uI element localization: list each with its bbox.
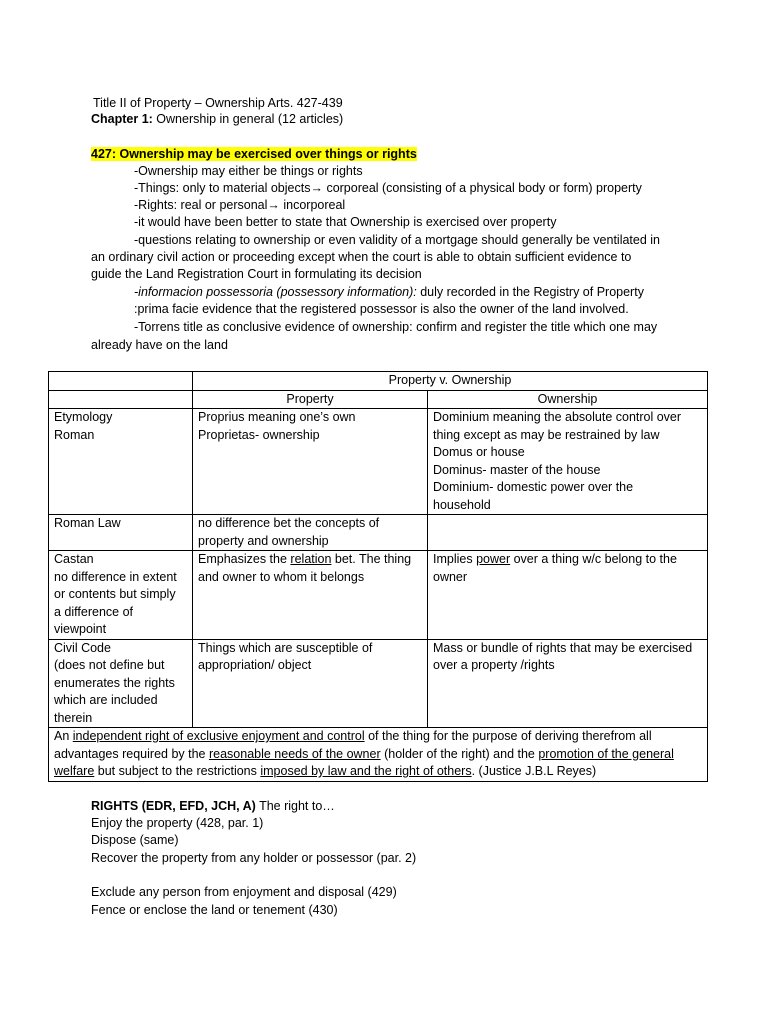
table-empty-cell [49,390,193,409]
torrens-line-2: already have on the land [91,338,228,352]
art427-line-3: -Rights: real or personal→ incorporeal [134,198,346,212]
informacion-rest: duly recorded in the Registry of Property [416,285,644,299]
document-title: Title II of Property – Ownership Arts. 427-439 [93,96,343,110]
rights-item-exclude: Exclude any person from enjoyment and disposal (429) [91,885,397,899]
article-427-heading [91,146,417,163]
row-label-castan: Castan no difference in extent or contents but simply a difference of viewpoint [49,551,193,640]
chapter-line [91,111,343,128]
art427-line-5: -questions relating to ownership or even validity of a mortgage should generally be ventilated in [134,233,661,247]
rights-item-enjoy: Enjoy the property (428, par. 1) [91,816,264,830]
property-vs-ownership-table [48,371,708,782]
art427-line-4: -it would have been better to state that Ownership is exercised over property [134,215,557,229]
row-label-civil-code: Civil Code (does not define but enumerates the rights which are included therein [49,639,193,728]
rights-heading-bold: RIGHTS (EDR, EFD, JCH, A) [91,799,256,813]
castan-ownership-cell: Implies power over a thing w/c belong to the owner [428,551,708,640]
table-row-castan [49,551,708,640]
column-header-property: Property [193,390,428,409]
table-row-etymology [49,409,708,515]
roman-law-property-cell: no difference bet the concepts of property and ownership [193,515,428,551]
art427-line-2: -Things: only to material objects→ corporeal (consisting of a physical body or form) property [134,181,642,195]
civil-code-property-cell: Things which are susceptible of appropriation/ object [193,639,428,728]
rights-item-recover: Recover the property from any holder or possessor (par. 2) [91,851,417,865]
rights-item-fence: Fence or enclose the land or tenement (430) [91,903,338,917]
table-corner-cell [49,372,193,391]
table-row-civil-code [49,639,708,728]
art427-line-7: guide the Land Registration Court in formulating its decision [91,267,422,281]
informacion-line [134,284,644,301]
chapter-label: Chapter 1: [91,112,153,126]
table-header-row [49,372,708,391]
table-row-roman-law [49,515,708,551]
civil-code-ownership-cell: Mass or bundle of rights that may be exercised over a property /rights [428,639,708,728]
ownership-definition-cell: An independent right of exclusive enjoyment and control of the thing for the purpose of deriving therefrom all advantages required by the reasonable needs of the owner (holder of the right) and the promotion of the general welfare but subject to the restrictions imposed by law and the right of others. (Justice J.B.L Reyes) [49,728,708,782]
torrens-line-1: -Torrens title as conclusive evidence of ownership: confirm and register the title which one may [134,320,658,334]
row-label-etymology: Etymology Roman [49,409,193,515]
informacion-italic: -informacion possessoria (possessory information): [134,285,417,299]
article-427-highlight: 427: Ownership may be exercised over things or rights [91,147,417,161]
castan-property-cell: Emphasizes the relation bet. The thing and owner to whom it belongs [193,551,428,640]
etymology-ownership-cell: Dominium meaning the absolute control over thing except as may be restrained by law Domus or house Dominus- master of the house Dominium- domestic power over the household [428,409,708,515]
rights-heading [91,798,335,815]
art427-line-1: -Ownership may either be things or rights [134,164,363,178]
roman-law-ownership-cell [428,515,708,551]
column-header-ownership: Ownership [428,390,708,409]
table-main-header: Property v. Ownership [193,372,708,391]
prima-facie-line: :prima facie evidence that the registered possessor is also the owner of the land involved. [134,302,629,316]
rights-item-dispose: Dispose (same) [91,833,179,847]
row-label-roman-law: Roman Law [49,515,193,551]
art427-line-6: an ordinary civil action or proceeding except when the court is able to obtain sufficient evidence to [91,250,632,264]
rights-heading-rest: The right to… [255,799,335,813]
table-subheader-row [49,390,708,409]
chapter-text: Ownership in general (12 articles) [152,112,344,126]
table-row-definition [49,728,708,782]
etymology-property-cell: Proprius meaning one’s own Proprietas- ownership [193,409,428,515]
